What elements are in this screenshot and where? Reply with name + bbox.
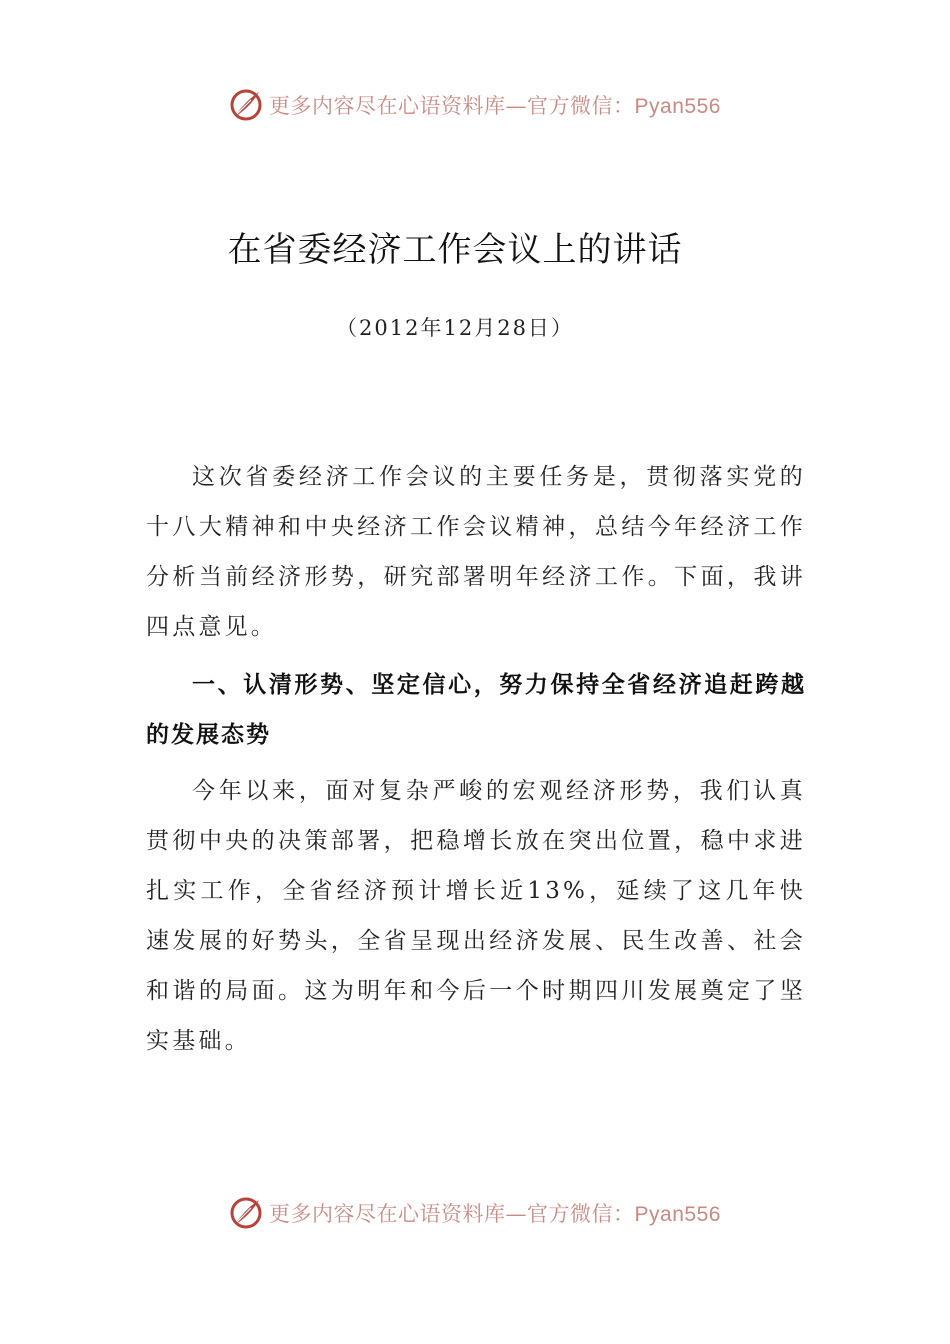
footer-watermark-banner (0, 1188, 950, 1238)
watermark-text-cn: 更多内容尽在心语资料库—官方微信： (269, 1202, 635, 1226)
document-date: （2012年12月28日） (336, 316, 574, 340)
watermark-text (269, 90, 721, 120)
watermark-wechat-id: Pyan556 (634, 1203, 721, 1226)
watermark-text (269, 1198, 721, 1228)
header-watermark-banner (0, 80, 950, 130)
document-title: 在省委经济工作会议上的讲话 (227, 230, 683, 270)
section-heading-1: 一、认清形势、坚定信心，努力保持全省经济追赶跨越的发展态势 (146, 672, 806, 748)
quill-logo-icon (229, 1196, 263, 1230)
quill-logo-icon (229, 88, 263, 122)
intro-paragraph: 这次省委经济工作会议的主要任务是，贯彻落实党的十八大精神和中央经济工作会议精神，总结今年经济工作分析当前经济形势，研究部署明年经济工作。下面，我讲四点意见。 (146, 464, 806, 640)
watermark-text-cn: 更多内容尽在心语资料库—官方微信： (269, 94, 635, 118)
section-1-paragraph: 今年以来，面对复杂严峻的宏观经济形势，我们认真贯彻中央的决策部署，把稳增长放在突出位置，稳中求进扎实工作，全省经济预计增长近13%，延续了这几年快速发展的好势头，全省呈现出经济发展、民生改善、社会和谐的局面。这为明年和今后一个时期四川发展奠定了坚实基础。 (146, 778, 806, 1054)
document-body (146, 452, 806, 1066)
watermark-wechat-id: Pyan556 (634, 95, 721, 118)
